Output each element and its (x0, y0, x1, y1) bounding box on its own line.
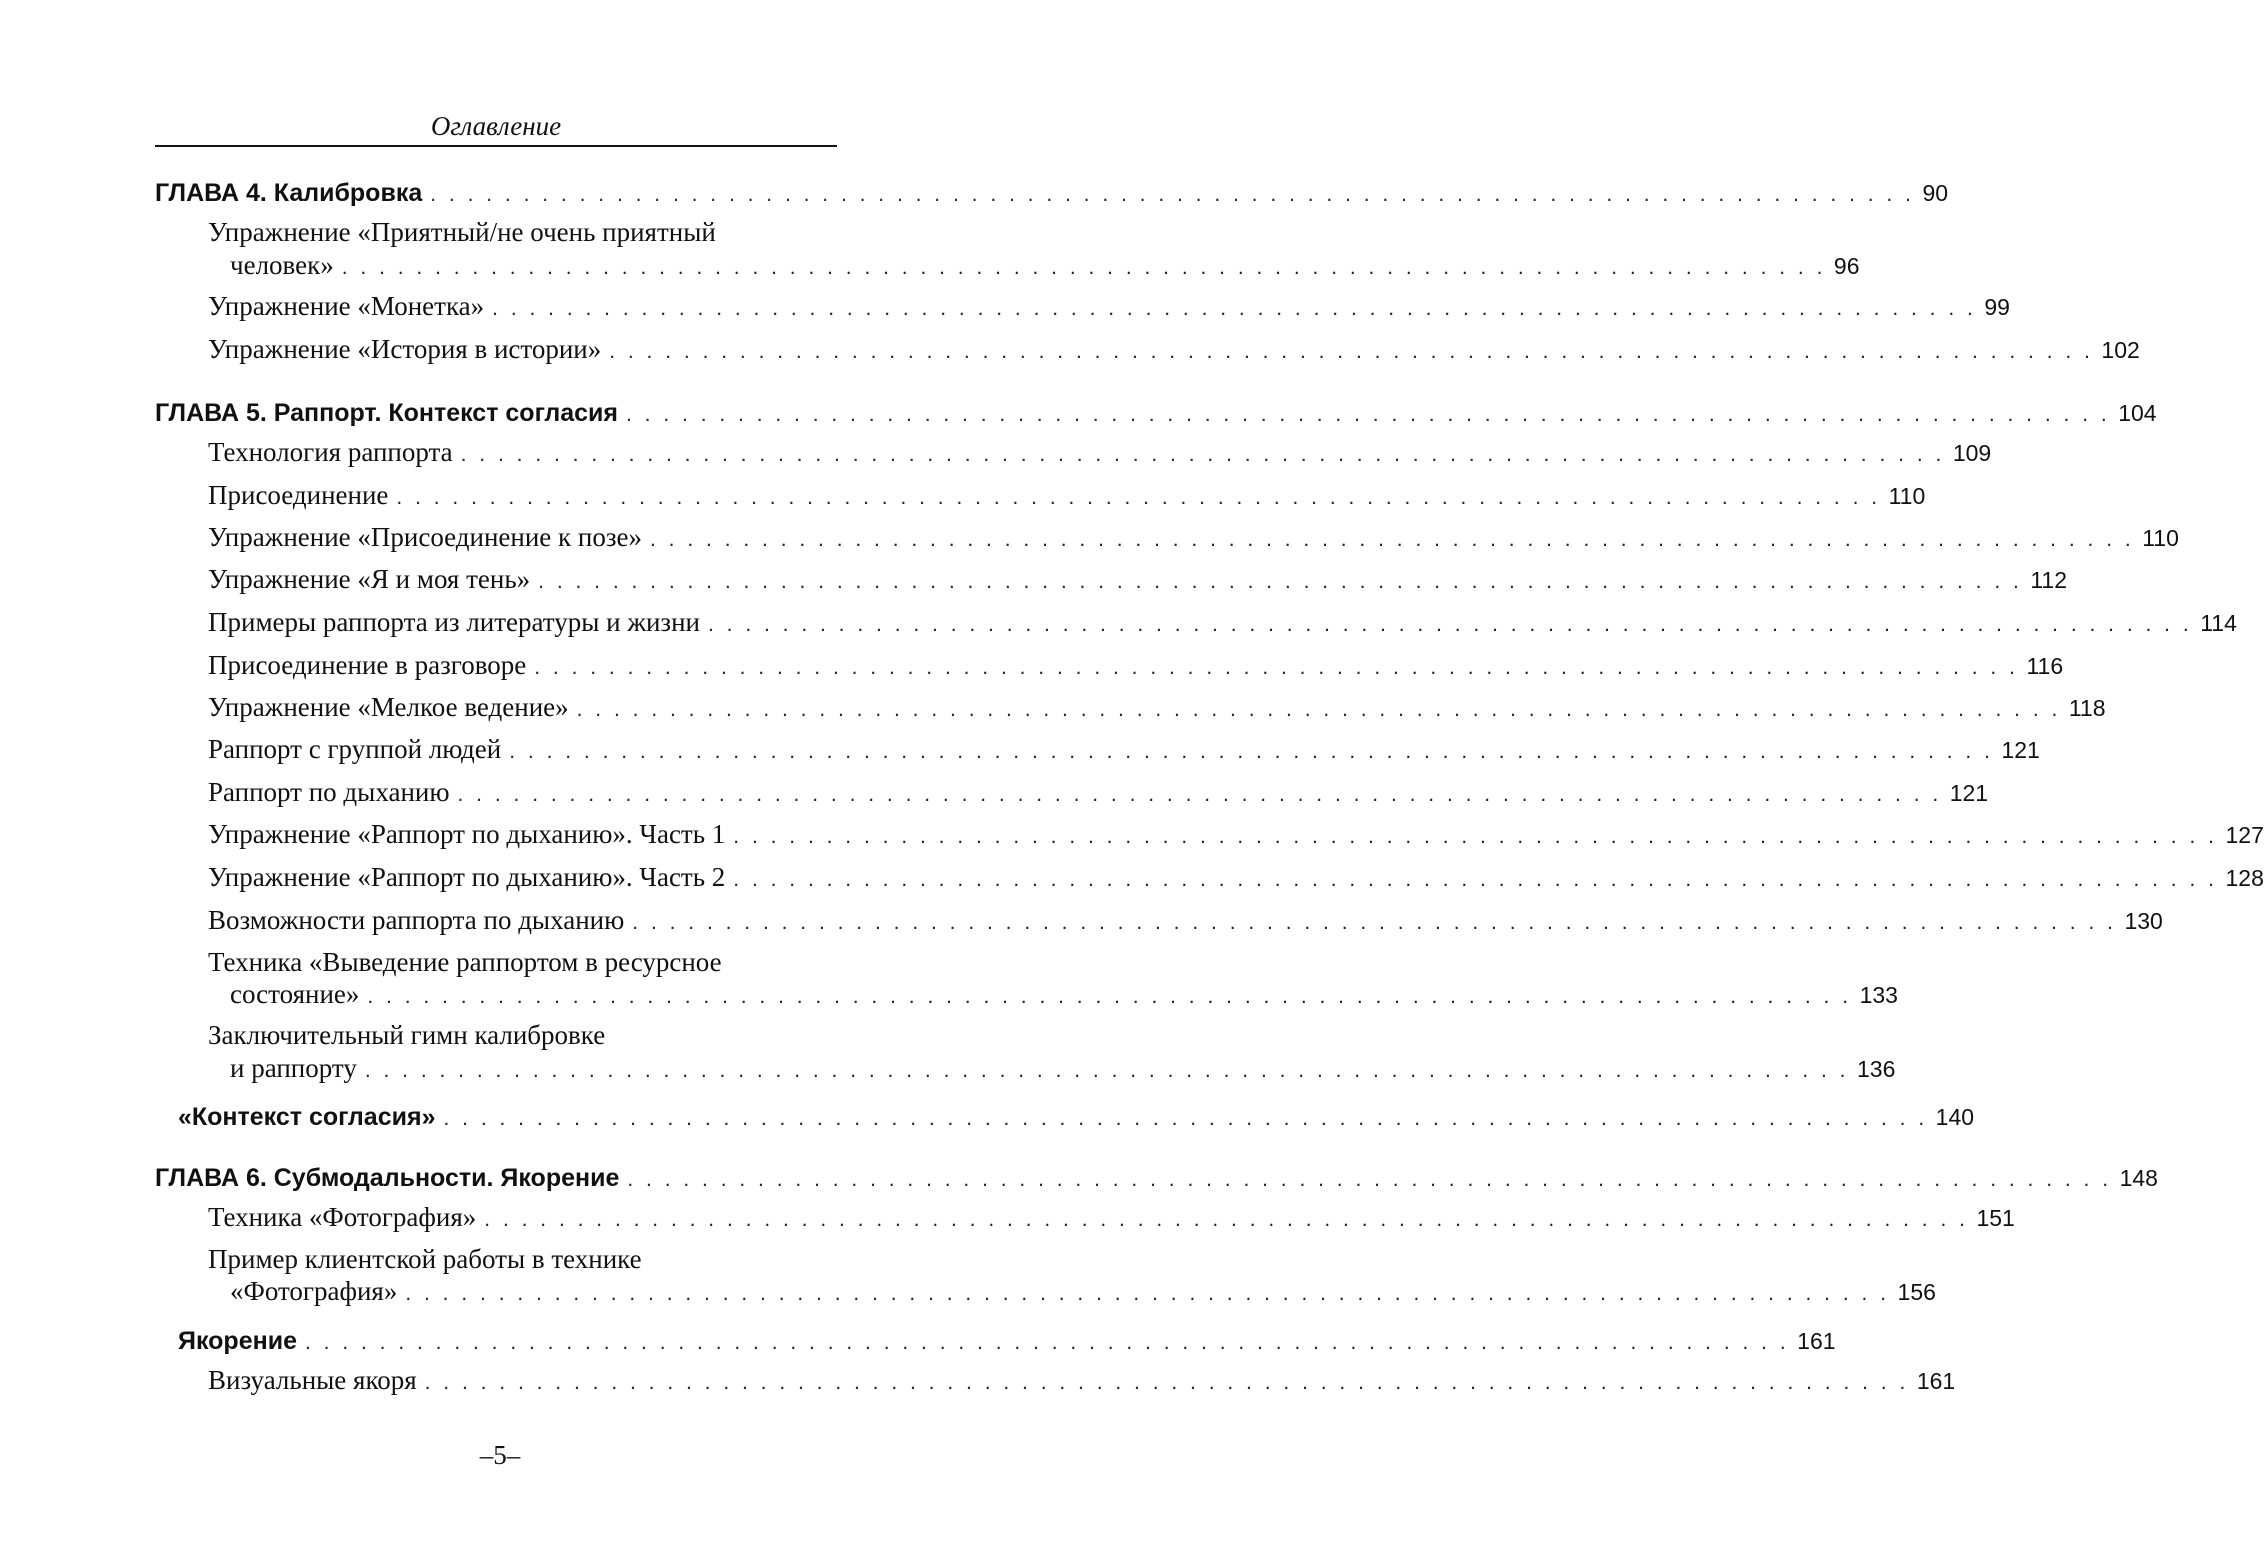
toc-entry-title: Упражнение «Монетка» (208, 291, 485, 321)
dot-leader: . . . . . . . . . . . . . . . . . . . . . . . . . . . . . . . . . . . . . . . . . . . . . . . . . . . . . . . . . . . . . . . . . . . . . . . . . . . . . . . . (609, 340, 2094, 363)
toc-entry-title: «Контекст согласия» (178, 1103, 436, 1131)
dot-leader: . . . . . . . . . . . . . . . . . . . . . . . . . . . . . . . . . . . . . . . . . . . . . . . . . . . . . . . . . . . . . . . . . . . . . . . . . . . . . . . . (367, 985, 1852, 1008)
dot-leader: . . . . . . . . . . . . . . . . . . . . . . . . . . . . . . . . . . . . . . . . . . . . . . . . . . . . . . . . . . . . . . . . . . . . . . . . . . . . . . . . (733, 868, 2218, 891)
toc-entry-title: Присоединение (208, 480, 389, 510)
dot-leader: . . . . . . . . . . . . . . . . . . . . . . . . . . . . . . . . . . . . . . . . . . . . . . . . . . . . . . . . . . . . . . . . . . . . . . . . . . . . . . . . (708, 613, 2193, 636)
toc-entry-title: человек» (230, 250, 334, 280)
toc-entry-title: Техника «Выведение раппортом в ресурсное (208, 947, 722, 977)
dot-leader: . . . . . . . . . . . . . . . . . . . . . . . . . . . . . . . . . . . . . . . . . . . . . . . . . . . . . . . . . . . . . . . . . . . . . . . . . . . . . . . . (443, 1107, 1928, 1130)
dot-leader: . . . . . . . . . . . . . . . . . . . . . . . . . . . . . . . . . . . . . . . . . . . . . . . . . . . . . . . . . . . . . . . . . . . . . . . . . . . . . . . . (626, 403, 2111, 426)
toc-entry-title: Пример клиентской работы в технике (208, 1244, 642, 1274)
toc-entry-title: Упражнение «Я и моя тень» (208, 564, 531, 594)
dot-leader: . . . . . . . . . . . . . . . . . . . . . . . . . . . . . . . . . . . . . . . . . . . . . . . . . . . . . . . . . . . . . . . . . . . . . . . . . . . . . . . . (341, 256, 1826, 279)
dot-leader: . . . . . . . . . . . . . . . . . . . . . . . . . . . . . . . . . . . . . . . . . . . . . . . . . . . . . . . . . . . . . . . . . . . . . . . . . . . . . . . . (650, 528, 2135, 551)
toc-page-number: 156 (1897, 1279, 1936, 1305)
dot-leader: . . . . . . . . . . . . . . . . . . . . . . . . . . . . . . . . . . . . . . . . . . . . . . . . . . . . . . . . . . . . . . . . . . . . . . . . . . . . . . . . (484, 1208, 1969, 1231)
toc-entry-title: Упражнение «Приятный/не очень приятный (208, 217, 716, 247)
toc-page-number: 148 (2119, 1165, 2158, 1191)
toc-page-number: 127 (2225, 822, 2264, 848)
toc-page-number: 121 (1949, 780, 1989, 806)
dot-leader: . . . . . . . . . . . . . . . . . . . . . . . . . . . . . . . . . . . . . . . . . . . . . . . . . . . . . . . . . . . . . . . . . . . . . . . . . . . . . . . . (733, 825, 2218, 848)
page-header: Оглавление (430, 111, 562, 141)
toc-page-number: 102 (2101, 337, 2140, 363)
dot-leader: . . . . . . . . . . . . . . . . . . . . . . . . . . . . . . . . . . . . . . . . . . . . . . . . . . . . . . . . . . . . . . . . . . . . . . . . . . . . . . . . (627, 1168, 2112, 1191)
toc-page-number: 114 (2200, 610, 2237, 636)
toc-entry-title: Возможности раппорта по дыханию (208, 905, 625, 935)
toc-page-number: 121 (2001, 737, 2040, 763)
toc-page-number: 96 (1833, 253, 1860, 279)
toc-entry-title: и раппорту (230, 1053, 357, 1083)
toc-page-number: 136 (1857, 1056, 1896, 1082)
toc-entry-title: Якорение (178, 1327, 297, 1355)
dot-leader: . . . . . . . . . . . . . . . . . . . . . . . . . . . . . . . . . . . . . . . . . . . . . . . . . . . . . . . . . . . . . . . . . . . . . . . . . . . . . . . . (430, 183, 1915, 206)
toc-page-number: 161 (1797, 1328, 1836, 1354)
toc-entry-title: Техника «Фотография» (208, 1202, 477, 1232)
toc-page-number: 118 (2068, 695, 2106, 721)
toc-entry-title: Упражнение «Присоединение к позе» (208, 522, 643, 552)
dot-leader: . . . . . . . . . . . . . . . . . . . . . . . . . . . . . . . . . . . . . . . . . . . . . . . . . . . . . . . . . . . . . . . . . . . . . . . . . . . . . . . . (460, 443, 1945, 466)
dot-leader: . . . . . . . . . . . . . . . . . . . . . . . . . . . . . . . . . . . . . . . . . . . . . . . . . . . . . . . . . . . . . . . . . . . . . . . . . . . . . . . . (632, 911, 2117, 934)
toc-page-number: 151 (1976, 1205, 2015, 1231)
toc-entry-title: Раппорт по дыханию (208, 777, 450, 807)
dot-leader: . . . . . . . . . . . . . . . . . . . . . . . . . . . . . . . . . . . . . . . . . . . . . . . . . . . . . . . . . . . . . . . . . . . . . . . . . . . . . . . . (424, 1371, 1909, 1394)
toc-entry-title: ГЛАВА 5. Раппорт. Контекст согласия (155, 399, 619, 427)
toc-entry-title: Примеры раппорта из литературы и жизни (208, 607, 700, 637)
toc-page-number: 109 (1952, 440, 1992, 466)
toc-entry-title: Упражнение «История в истории» (208, 334, 602, 364)
toc-entry-title: ГЛАВА 6. Субмодальности. Якорение (155, 1164, 620, 1192)
toc-entry-title: Раппорт с группой людей (208, 734, 502, 764)
toc-entry-title: Визуальные якоря (208, 1365, 417, 1395)
dot-leader: . . . . . . . . . . . . . . . . . . . . . . . . . . . . . . . . . . . . . . . . . . . . . . . . . . . . . . . . . . . . . . . . . . . . . . . . . . . . . . . . (509, 740, 1994, 763)
toc-page-number: 116 (2026, 653, 2064, 679)
toc-entry-title: Присоединение в разговоре (208, 650, 527, 680)
toc-page-number: 133 (1859, 982, 1898, 1008)
dot-leader: . . . . . . . . . . . . . . . . . . . . . . . . . . . . . . . . . . . . . . . . . . . . . . . . . . . . . . . . . . . . . . . . . . . . . . . . . . . . . . . . (457, 783, 1942, 806)
dot-leader: . . . . . . . . . . . . . . . . . . . . . . . . . . . . . . . . . . . . . . . . . . . . . . . . . . . . . . . . . . . . . . . . . . . . . . . . . . . . . . . . (538, 570, 2023, 593)
toc-entry-title: состояние» (230, 979, 360, 1009)
toc-page-number: 112 (2030, 567, 2068, 593)
toc-entry-title: Упражнение «Раппорт по дыханию». Часть 1 (208, 819, 726, 849)
toc-entry-title: Технология раппорта (208, 437, 453, 467)
page-number: –5– (479, 1440, 521, 1470)
dot-leader: . . . . . . . . . . . . . . . . . . . . . . . . . . . . . . . . . . . . . . . . . . . . . . . . . . . . . . . . . . . . . . . . . . . . . . . . . . . . . . . . (364, 1059, 1850, 1082)
toc-entry-title: Упражнение «Мелкое ведение» (208, 692, 569, 722)
toc-page-number: 128 (2225, 865, 2264, 891)
toc-page-number: 110 (1888, 483, 1926, 509)
toc-entry-title: ГЛАВА 4. Калибровка (155, 179, 423, 207)
toc-entry-title: «Фотография» (230, 1276, 398, 1306)
toc-page-number: 90 (1922, 180, 1949, 206)
dot-leader: . . . . . . . . . . . . . . . . . . . . . . . . . . . . . . . . . . . . . . . . . . . . . . . . . . . . . . . . . . . . . . . . . . . . . . . . . . . . . . . . (534, 656, 2019, 679)
toc-page-number: 99 (1984, 294, 2010, 320)
dot-leader: . . . . . . . . . . . . . . . . . . . . . . . . . . . . . . . . . . . . . . . . . . . . . . . . . . . . . . . . . . . . . . . . . . . . . . . . . . . . . . . . (576, 698, 2061, 721)
toc-page-number: 104 (2118, 400, 2157, 426)
dot-leader: . . . . . . . . . . . . . . . . . . . . . . . . . . . . . . . . . . . . . . . . . . . . . . . . . . . . . . . . . . . . . . . . . . . . . . . . . . . . . . . . (396, 486, 1881, 509)
dot-leader: . . . . . . . . . . . . . . . . . . . . . . . . . . . . . . . . . . . . . . . . . . . . . . . . . . . . . . . . . . . . . . . . . . . . . . . . . . . . . . . . (405, 1282, 1890, 1305)
dot-leader: . . . . . . . . . . . . . . . . . . . . . . . . . . . . . . . . . . . . . . . . . . . . . . . . . . . . . . . . . . . . . . . . . . . . . . . . . . . . . . . . (492, 297, 1977, 320)
toc-page-number: 130 (2124, 908, 2163, 934)
toc-page-number: 161 (1916, 1368, 1956, 1394)
dot-leader: . . . . . . . . . . . . . . . . . . . . . . . . . . . . . . . . . . . . . . . . . . . . . . . . . . . . . . . . . . . . . . . . . . . . . . . . . . . . . . . . (304, 1331, 1790, 1354)
toc-entry-title: Упражнение «Раппорт по дыханию». Часть 2 (208, 862, 726, 892)
toc-page-number: 110 (2142, 525, 2179, 551)
toc-page-number: 140 (1935, 1104, 1975, 1130)
toc-entry-title: Заключительный гимн калибровке (208, 1020, 606, 1050)
